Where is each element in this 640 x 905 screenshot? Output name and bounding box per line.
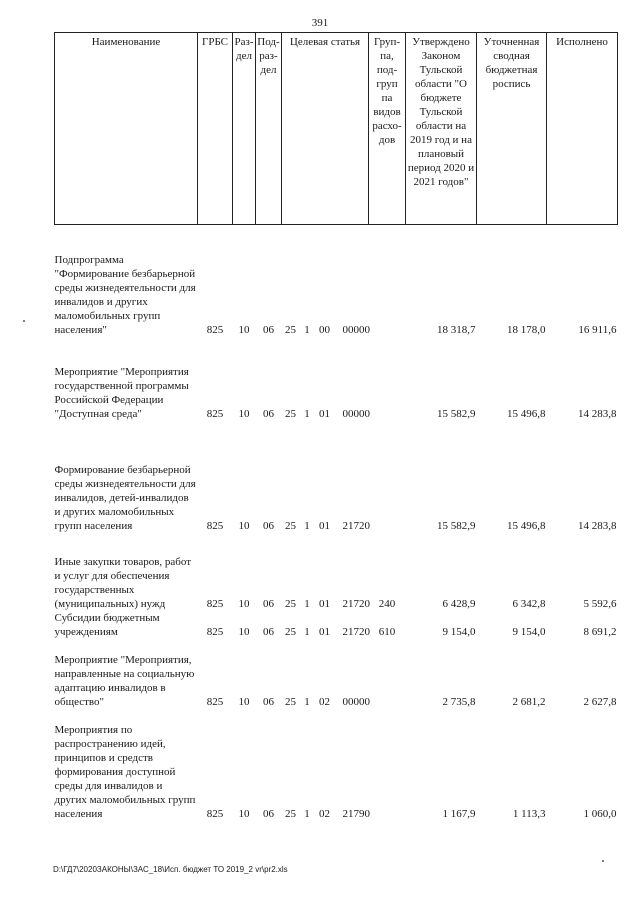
- row-grbs: 825: [206, 519, 224, 532]
- header-executed: Исполнено: [547, 33, 618, 225]
- row-target-subprogram: 1: [304, 597, 310, 610]
- row-target-program: 25: [285, 323, 296, 336]
- row-name: Мероприятия по распространению идей, принципов и средств формирования доступной среды для инвалидов и других маломобильных групп населения: [54, 723, 196, 820]
- row-target-program: 25: [285, 695, 296, 708]
- row-target-direction: 00000: [342, 407, 370, 420]
- row-target-subprogram: 1: [304, 407, 310, 420]
- header-grbs: ГРБС: [198, 33, 233, 225]
- row-razdel: 10: [238, 597, 250, 610]
- row-expense-group: 610: [378, 625, 396, 638]
- row-podrazdel: 06: [263, 323, 274, 336]
- row-target-program: 25: [285, 597, 296, 610]
- row-target-activity: 01: [319, 597, 330, 610]
- table-row: [55, 639, 618, 709]
- row-revised: 2 681,2: [512, 695, 546, 708]
- row-approved: 18 318,7: [437, 323, 476, 336]
- header-approved: Утверждено Законом Тульской области "О бюджете Тульской области на 2019 год и на плановый период 2020 и 2021 годов": [406, 33, 477, 225]
- table-row: [55, 225, 618, 337]
- header-target: Целевая статья: [282, 33, 369, 225]
- table-row: [55, 533, 618, 611]
- row-target-activity: 01: [319, 625, 330, 638]
- row-name: Мероприятие "Мероприятия, направленные на социальную адаптацию инвалидов в общество": [54, 653, 195, 708]
- row-target-direction: 00000: [342, 695, 370, 708]
- row-target-activity: 00: [319, 323, 330, 336]
- row-target-direction: 21720: [342, 597, 370, 610]
- table-row: [55, 611, 618, 639]
- row-executed: 5 592,6: [583, 597, 617, 610]
- row-expense-group: [369, 709, 406, 821]
- row-target-subprogram: 1: [304, 519, 310, 532]
- row-grbs: 825: [206, 695, 224, 708]
- row-executed: 14 283,8: [578, 519, 617, 532]
- scan-speck: [23, 320, 25, 322]
- header-podrazdel: Под-раз-дел: [256, 33, 282, 225]
- header-revised: Уточненная сводная бюджетная роспись: [477, 33, 547, 225]
- row-name: Мероприятие "Мероприятия государственной программы Российской Федерации "Доступная среда": [54, 365, 189, 420]
- row-executed: 16 911,6: [578, 323, 617, 336]
- row-expense-group: [369, 639, 406, 709]
- row-executed: 14 283,8: [578, 407, 617, 420]
- row-target-direction: 21790: [342, 807, 370, 820]
- row-target-activity: 02: [319, 807, 330, 820]
- scan-speck: [602, 860, 604, 862]
- row-revised: 15 496,8: [507, 519, 546, 532]
- row-approved: 6 428,9: [442, 597, 476, 610]
- row-target-program: 25: [285, 519, 296, 532]
- row-target-subprogram: 1: [304, 625, 310, 638]
- row-target-direction: 21720: [342, 625, 370, 638]
- row-podrazdel: 06: [263, 695, 274, 708]
- row-revised: 9 154,0: [512, 625, 546, 638]
- row-grbs: 825: [206, 407, 224, 420]
- row-expense-group: [369, 421, 406, 533]
- table-row: [55, 421, 618, 533]
- row-expense-group: [369, 337, 406, 421]
- row-name: Иные закупки товаров, работ и услуг для обеспечения государственных (муниципальных) нужд: [54, 555, 192, 610]
- row-executed: 2 627,8: [583, 695, 617, 708]
- row-podrazdel: 06: [263, 519, 274, 532]
- row-razdel: 10: [238, 323, 250, 336]
- row-revised: 1 113,3: [512, 807, 546, 820]
- row-target-activity: 01: [319, 519, 330, 532]
- row-target-program: 25: [285, 625, 296, 638]
- file-path-footer: D:\ГД7\2020ЗАКОНЫ\ЗАС_18\Исп. бюджет ТО 2019_2 vr\pr2.xls: [53, 865, 288, 874]
- row-razdel: 10: [238, 519, 250, 532]
- row-approved: 1 167,9: [442, 807, 476, 820]
- row-name: Формирование безбарьерной среды жизнедеятельности для инвалидов, детей-инвалидов и других маломобильных групп населения: [54, 463, 196, 532]
- row-target-subprogram: 1: [304, 323, 310, 336]
- header-group: Груп-па, под-груп па видов расхо-дов: [369, 33, 406, 225]
- row-podrazdel: 06: [263, 807, 274, 820]
- row-razdel: 10: [238, 625, 250, 638]
- row-name: Субсидии бюджетным учреждениям: [54, 611, 160, 638]
- row-expense-group: 240: [378, 597, 396, 610]
- row-revised: 18 178,0: [507, 323, 546, 336]
- row-target-subprogram: 1: [304, 807, 310, 820]
- row-target-activity: 02: [319, 695, 330, 708]
- row-target-activity: 01: [319, 407, 330, 420]
- row-target-program: 25: [285, 807, 296, 820]
- header-razdel: Раз-дел: [233, 33, 256, 225]
- row-approved: 15 582,9: [437, 519, 476, 532]
- table-row: [55, 337, 618, 421]
- row-razdel: 10: [238, 807, 250, 820]
- row-expense-group: [369, 225, 406, 337]
- row-grbs: 825: [206, 807, 224, 820]
- row-approved: 2 735,8: [442, 695, 476, 708]
- row-podrazdel: 06: [263, 407, 274, 420]
- row-executed: 1 060,0: [583, 807, 617, 820]
- row-podrazdel: 06: [263, 597, 274, 610]
- header-name: Наименование: [55, 33, 198, 225]
- budget-table: [54, 32, 618, 821]
- page-number: 391: [311, 17, 329, 29]
- row-razdel: 10: [238, 407, 250, 420]
- row-grbs: 825: [206, 625, 224, 638]
- row-razdel: 10: [238, 695, 250, 708]
- row-approved: 9 154,0: [442, 625, 476, 638]
- row-target-direction: 00000: [342, 323, 370, 336]
- row-target-direction: 21720: [342, 519, 370, 532]
- row-target-subprogram: 1: [304, 695, 310, 708]
- row-podrazdel: 06: [263, 625, 274, 638]
- row-revised: 15 496,8: [507, 407, 546, 420]
- row-grbs: 825: [206, 323, 224, 336]
- row-target-program: 25: [285, 407, 296, 420]
- row-executed: 8 691,2: [583, 625, 617, 638]
- row-approved: 15 582,9: [437, 407, 476, 420]
- row-name: Подпрограмма "Формирование безбарьерной среды жизнедеятельности для инвалидов и других маломобильных групп населения": [54, 253, 196, 336]
- table-header-row: [55, 33, 618, 225]
- row-grbs: 825: [206, 597, 224, 610]
- row-revised: 6 342,8: [512, 597, 546, 610]
- table-row: [55, 709, 618, 821]
